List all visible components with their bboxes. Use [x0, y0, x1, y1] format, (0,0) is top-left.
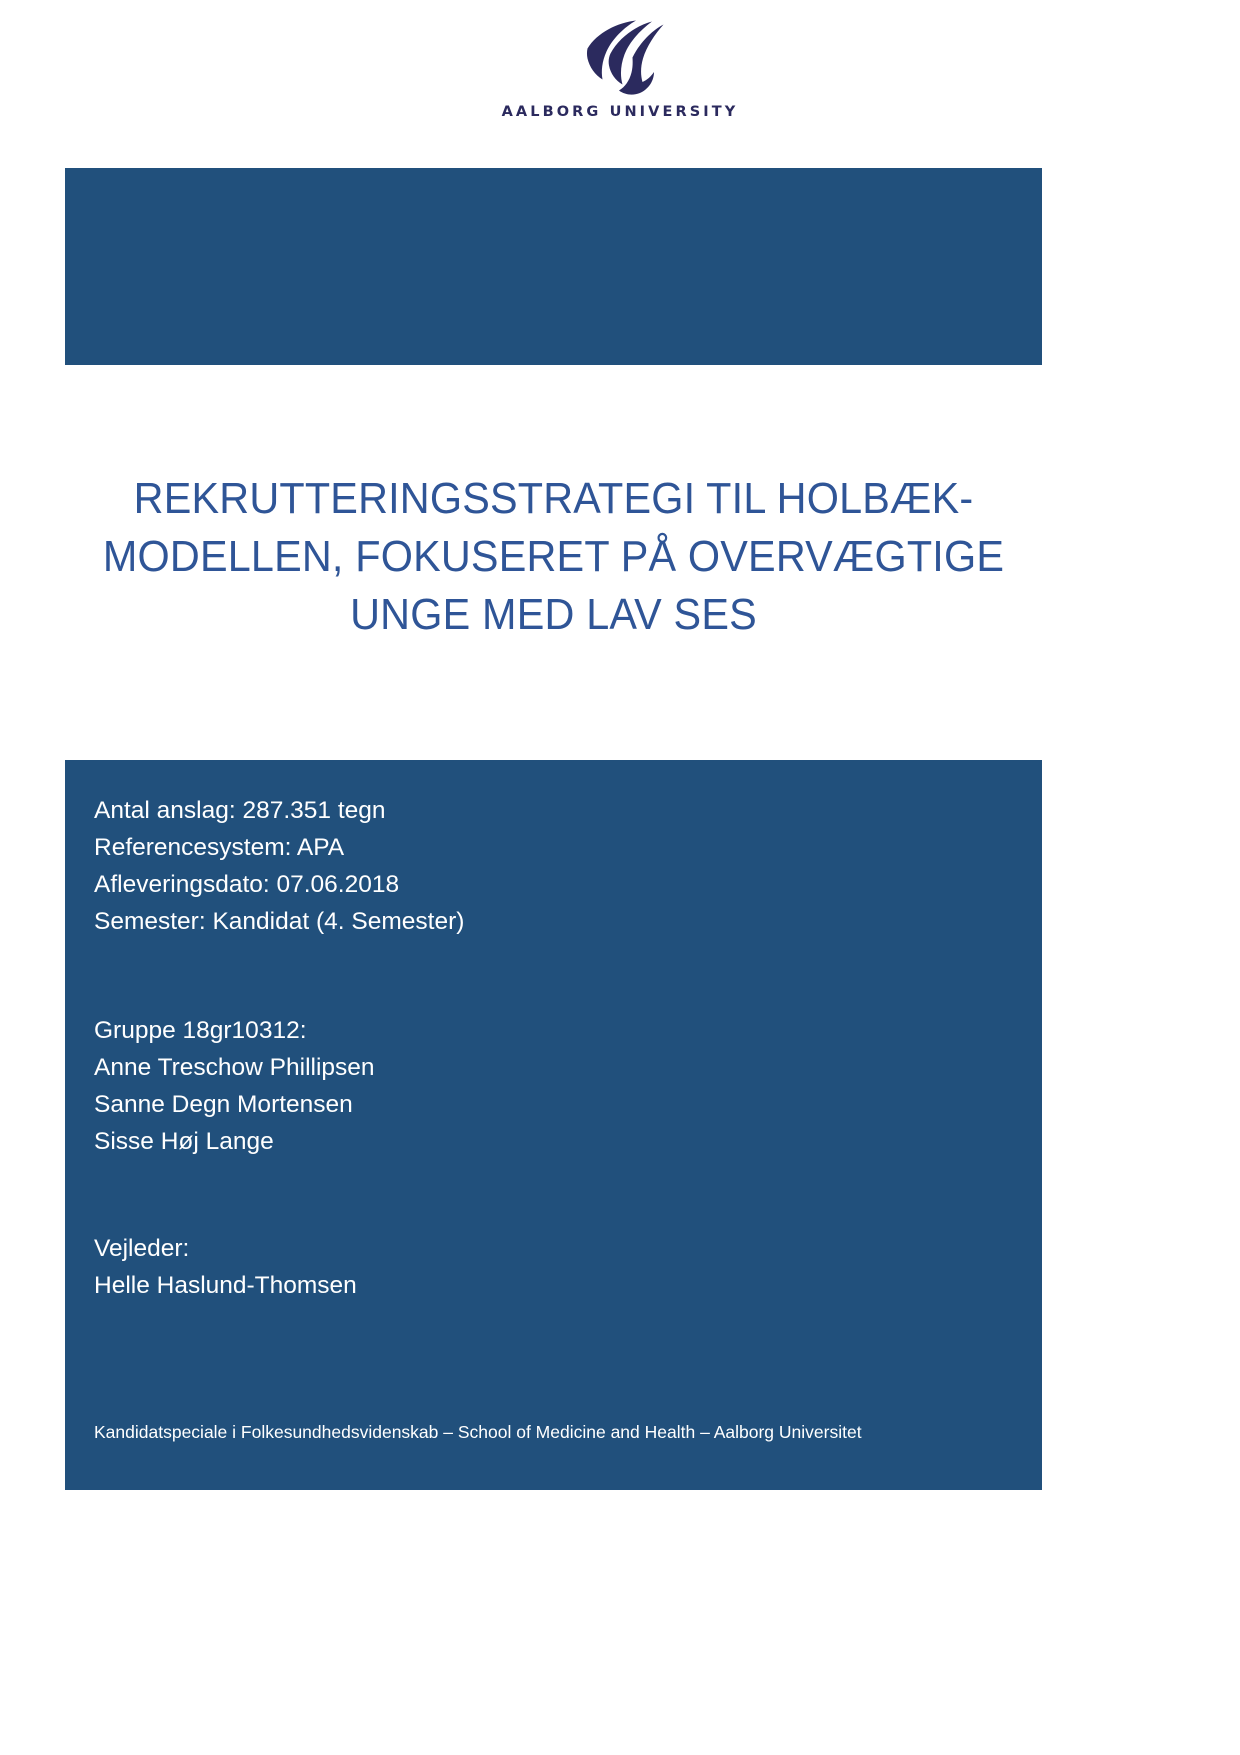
top-decorative-banner — [65, 168, 1042, 365]
advisor-heading: Vejleder: — [94, 1235, 190, 1262]
document-title — [65, 470, 1042, 644]
university-logo-block — [0, 18, 1240, 120]
advisor-name: Helle Haslund-Thomsen — [94, 1272, 357, 1299]
metadata-panel — [65, 760, 1042, 1490]
programme-footer — [94, 1420, 862, 1444]
group-member-2: Sanne Degn Mortensen — [94, 1091, 353, 1118]
aalborg-university-seagull-icon — [574, 18, 666, 96]
character-count-line: Antal anslag: 287.351 tegn — [94, 797, 386, 824]
group-members-group — [94, 1012, 375, 1160]
group-member-1: Anne Treschow Phillipsen — [94, 1054, 375, 1081]
programme-footer-text: Kandidatspeciale i Folkesundhedsvidenskab – School of Medicine and Health – Aalborg Universitet — [94, 1422, 862, 1442]
advisor-group — [94, 1230, 357, 1304]
university-wordmark: AALBORG UNIVERSITY — [501, 104, 739, 120]
group-heading: Gruppe 18gr10312: — [94, 1017, 307, 1044]
title-line-1: REKRUTTERINGSSTRATEGI TIL HOLBÆK- — [133, 474, 974, 523]
group-member-3: Sisse Høj Lange — [94, 1128, 274, 1155]
title-line-2: MODELLEN, FOKUSERET PÅ OVERVÆGTIGE — [102, 532, 1005, 581]
reference-system-line: Referencesystem: APA — [94, 834, 345, 861]
title-line-3: UNGE MED LAV SES — [350, 590, 757, 639]
semester-line: Semester: Kandidat (4. Semester) — [94, 908, 465, 935]
submission-metadata-group — [94, 792, 464, 940]
submission-date-line: Afleveringsdato: 07.06.2018 — [94, 871, 400, 898]
